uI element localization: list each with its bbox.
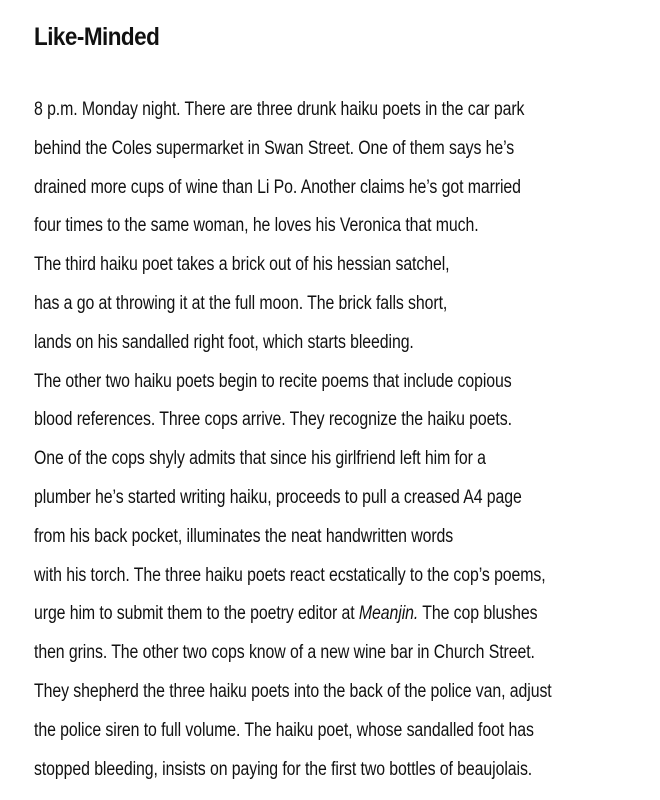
poem-line: four times to the same woman, he loves his Veronica that much. (34, 215, 479, 237)
line-text-after: The cop blushes (418, 603, 538, 625)
poem-line: from his back pocket, illuminates the neat handwritten words (34, 525, 454, 547)
poem-line: then grins. The other two cops know of a new wine bar in Church Street. (34, 642, 535, 664)
poem-line: drained more cups of wine than Li Po. Another claims he’s got married (34, 176, 521, 198)
poem-line: the police siren to full volume. The haiku poet, whose sandalled foot has (34, 719, 534, 741)
poem-line: blood references. Three cops arrive. They recognize the haiku poets. (34, 409, 512, 431)
poem-line: The third haiku poet takes a brick out of his hessian satchel, (34, 254, 450, 276)
poem-line: stopped bleeding, insists on paying for the first two bottles of beaujolais. (34, 758, 533, 780)
poem-line: The other two haiku poets begin to recite poems that include copious (34, 370, 512, 392)
poem-line: behind the Coles supermarket in Swan Street. One of them says he’s (34, 137, 515, 159)
magazine-title-italic: Meanjin. (358, 603, 419, 625)
poem-line: lands on his sandalled right foot, which starts bleeding. (34, 331, 414, 353)
poem-line: plumber he’s started writing haiku, proceeds to pull a creased A4 page (34, 486, 522, 508)
poem-line: has a go at throwing it at the full moon. The brick falls short, (34, 292, 448, 314)
poem-line-with-italic (34, 595, 543, 634)
poem-line: with his torch. The three haiku poets react ecstatically to the cop’s poems, (34, 564, 546, 586)
line-text-before: urge him to submit them to the poetry editor at (34, 603, 359, 625)
poem-line: 8 p.m. Monday night. There are three drunk haiku poets in the car park (34, 99, 525, 120)
poem-body (34, 91, 644, 789)
poem-title: Like-Minded (34, 23, 160, 51)
poem-line: One of the cops shyly admits that since his girlfriend left him for a (34, 448, 486, 470)
poem-line: They shepherd the three haiku poets into the back of the police van, adjust (34, 680, 552, 702)
poem-page (34, 20, 644, 789)
